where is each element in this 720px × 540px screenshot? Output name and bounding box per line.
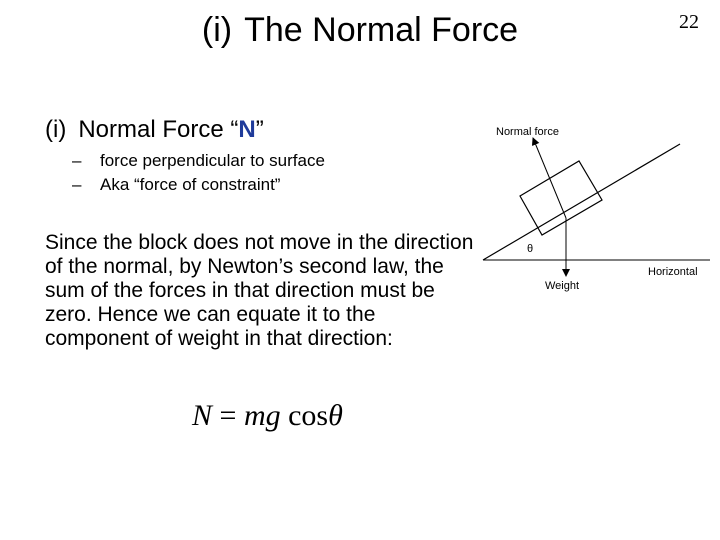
weight-label: Weight [545, 280, 580, 292]
bullet-item [72, 149, 325, 173]
bullet-item [72, 173, 325, 197]
equation-theta: θ [328, 399, 343, 432]
normal-force-arrow [533, 138, 566, 218]
bullet-dash: – [72, 175, 82, 194]
section-heading [45, 115, 264, 145]
equation-gravity: g [265, 399, 281, 432]
inclined-surface-line [483, 144, 680, 260]
slide-number: 22 [679, 11, 699, 33]
normal-force-equation [192, 398, 343, 434]
bullet-dash: – [72, 151, 82, 170]
inclined-plane-diagram [478, 118, 714, 298]
section-heading-close-quote: ” [255, 116, 264, 143]
slide-title-text: The Normal Force [244, 11, 519, 49]
normal-force-symbol: N [238, 116, 256, 143]
bullet-text: Aka “force of constraint” [100, 175, 281, 194]
horizontal-label: Horizontal [648, 266, 698, 278]
section-heading-prefix: (i) [45, 116, 67, 143]
section-heading-text: Normal Force “ [78, 116, 239, 143]
explanation-paragraph: Since the block does not move in the direction of the normal, by Newton’s second law, the sum of the forces in that direction must be zero. Hence we can equate it to the component of weight in that direction: [45, 231, 474, 350]
bullet-text: force perpendicular to surface [100, 151, 325, 170]
block [520, 161, 602, 235]
normal-force-label: Normal force [496, 126, 559, 138]
equation-mass: m [243, 399, 266, 432]
equation-lhs: N [192, 399, 213, 432]
slide-title-prefix: (i) [201, 11, 233, 49]
bullet-list [72, 149, 325, 197]
equation-cos: cos [280, 399, 329, 432]
slide-title [0, 8, 720, 52]
angle-label: θ [527, 243, 534, 255]
equation-equals: = [212, 399, 244, 432]
